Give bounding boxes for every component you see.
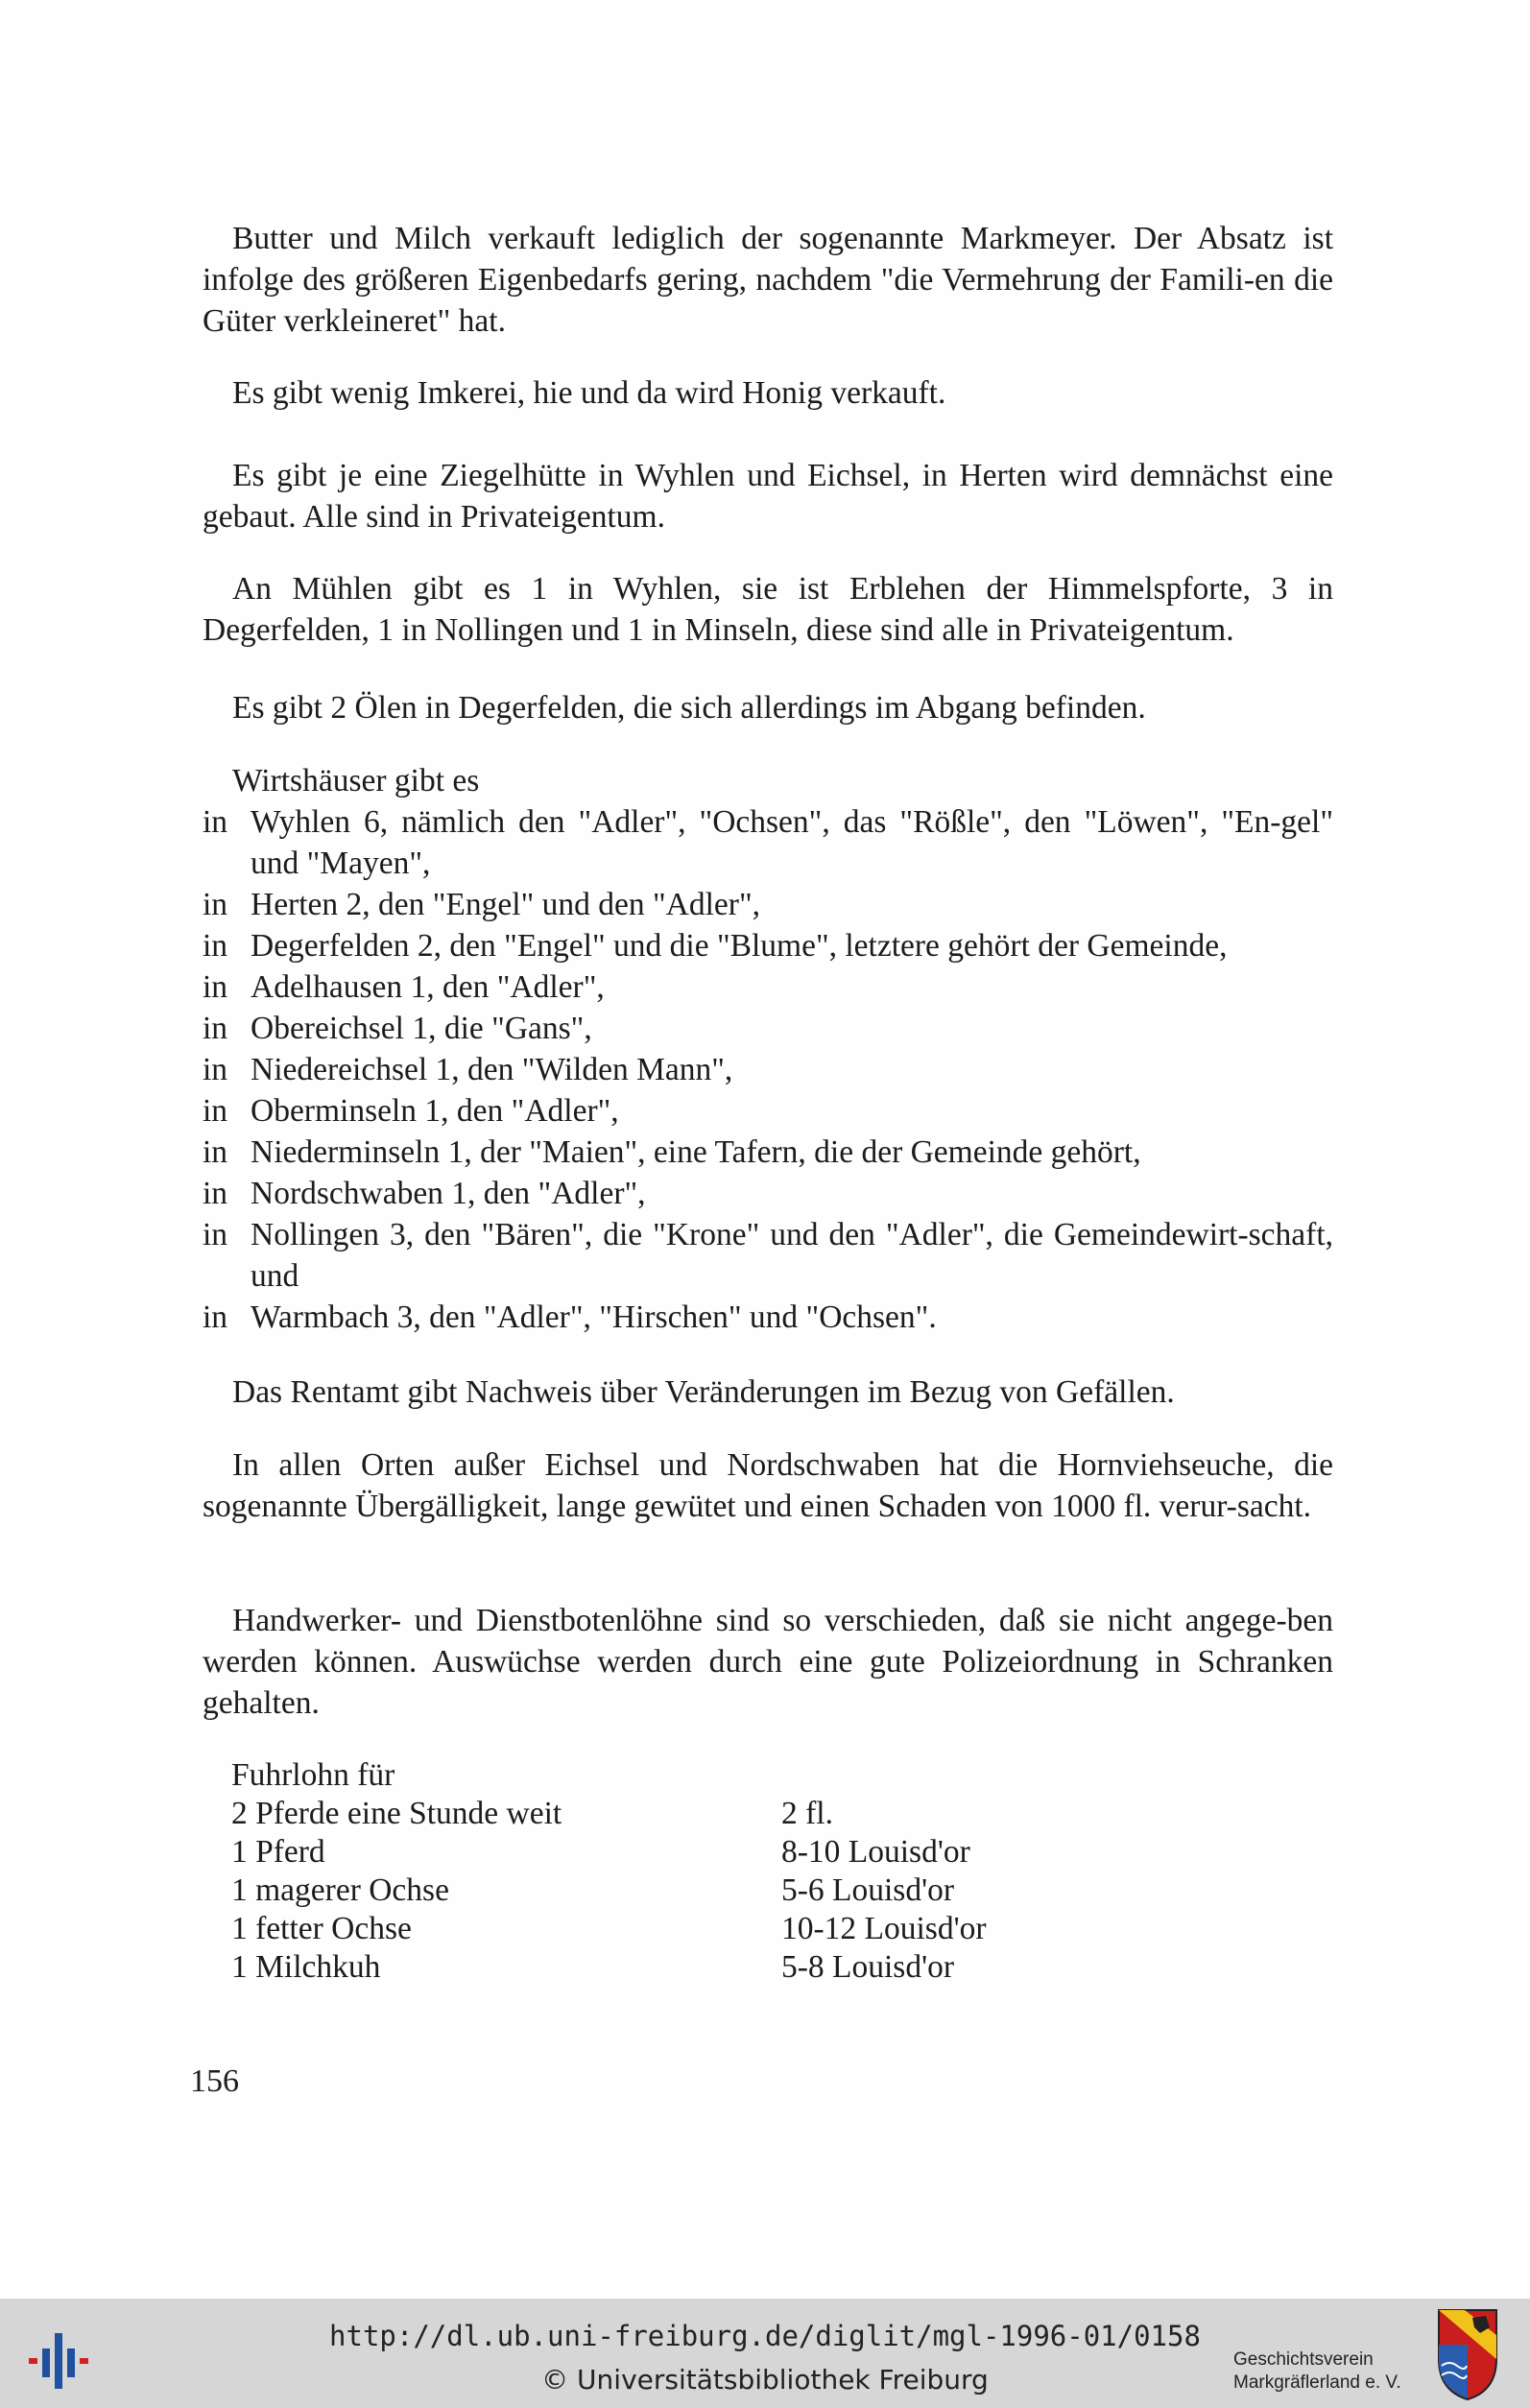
table-cell-price: 8-10 Louisd'or (781, 1834, 970, 1870)
list-item-prefix: in (203, 1011, 228, 1046)
list-item (203, 966, 1333, 1008)
list-item-text: Nordschwaben 1, den "Adler", (251, 1176, 646, 1211)
list-item-text: Wyhlen 6, nämlich den "Adler", "Ochsen", das "Rößle", den "Löwen", "En-gel" und "Mayen", (251, 804, 1333, 881)
table-cell-price: 5-8 Louisd'or (781, 1949, 955, 1985)
list-item (203, 1132, 1333, 1173)
list-item (203, 1214, 1333, 1297)
table-cell-item: 1 Pferd (231, 1834, 325, 1870)
table-row (231, 1833, 1095, 1872)
paragraph-text: Das Rentamt gibt Nachweis über Veränderungen im Bezug von Gefällen. (232, 1374, 1175, 1410)
paragraph-text: Wirtshäuser gibt es (232, 763, 480, 799)
table-cell-item: 1 fetter Ochse (231, 1911, 412, 1946)
table-cell-price: 5-6 Louisd'or (781, 1872, 955, 1908)
list-item-text: Degerfelden 2, den "Engel" und die "Blume", letztere gehört der Gemeinde, (251, 928, 1228, 964)
list-item-text: Obereichsel 1, die "Gans", (251, 1011, 592, 1046)
list-item (203, 1090, 1333, 1132)
list-item-prefix: in (203, 928, 228, 964)
table-cell-item: 2 Pferde eine Stunde weit (231, 1796, 562, 1831)
paragraph-rentamt (203, 1371, 1333, 1413)
paragraph-text: An Mühlen gibt es 1 in Wyhlen, sie ist Erblehen der Himmelspforte, 3 in Degerfelden, 1 in Nollingen und 1 in Minseln, diese sind alle in Privateigentum. (203, 571, 1333, 648)
list-item-prefix: in (203, 1176, 228, 1211)
inn-list-intro (203, 760, 1333, 801)
paragraph-text: Es gibt je eine Ziegelhütte in Wyhlen und Eichsel, in Herten wird demnächst eine gebaut. Alle sind in Privateigentum. (203, 458, 1333, 535)
paragraph-imkerei (203, 372, 1333, 414)
list-item (203, 1297, 1333, 1338)
fuhrlohn-table (231, 1756, 1095, 1987)
table-row (231, 1872, 1095, 1910)
list-item (203, 1173, 1333, 1214)
list-item-text: Warmbach 3, den "Adler", "Hirschen" und "Ochsen". (251, 1299, 937, 1335)
list-item-prefix: in (203, 804, 228, 840)
paragraph-butter-milk (203, 218, 1333, 342)
table-cell-item: 1 Milchkuh (231, 1949, 381, 1985)
paragraph-loehne (203, 1600, 1333, 1724)
table-row (231, 1795, 1095, 1833)
society-name-line1: Geschichtsverein (1233, 2349, 1374, 2370)
paragraph-oelen (203, 687, 1333, 728)
paragraph-text: In allen Orten außer Eichsel und Nordschwaben hat die Hornviehseuche, die sogenannte Übergälligkeit, lange gewütet und einen Schaden von 1000 fl. verur-sacht. (203, 1447, 1333, 1524)
list-item-prefix: in (203, 1052, 228, 1087)
paragraph-text: Es gibt wenig Imkerei, hie und da wird Honig verkauft. (232, 375, 946, 411)
table-cell-price: 2 fl. (781, 1796, 833, 1831)
society-name (1233, 2348, 1401, 2395)
paragraph-text: Es gibt 2 Ölen in Degerfelden, die sich allerdings im Abgang befinden. (232, 690, 1146, 726)
list-item (203, 801, 1333, 884)
list-item-prefix: in (203, 1093, 228, 1129)
footer-copyright: © Universitätsbibliothek Freiburg (541, 2364, 989, 2396)
table-cell-item: 1 magerer Ochse (231, 1872, 449, 1908)
list-item-text: Nollingen 3, den "Bären", die "Krone" und den "Adler", die Gemeindewirt-schaft, und (251, 1217, 1333, 1294)
list-item (203, 925, 1333, 966)
list-item (203, 1008, 1333, 1049)
footer-bar (0, 2299, 1530, 2408)
table-row (231, 1948, 1095, 1987)
list-item-text: Niedereichsel 1, den "Wilden Mann", (251, 1052, 733, 1087)
list-item-prefix: in (203, 1299, 228, 1335)
list-item-text: Adelhausen 1, den "Adler", (251, 969, 605, 1005)
list-item (203, 884, 1333, 925)
coat-of-arms-icon (1436, 2306, 1499, 2402)
paragraph-text: Butter und Milch verkauft lediglich der sogenannte Markmeyer. Der Absatz ist infolge des größeren Eigenbedarfs gering, nachdem "die Vermehrung der Famili-en die Güter verkleineret" hat. (203, 221, 1333, 339)
paragraph-muehlen (203, 568, 1333, 651)
fuhrlohn-heading: Fuhrlohn für (231, 1757, 395, 1793)
table-row (231, 1910, 1095, 1948)
paragraph-text: Handwerker- und Dienstbotenlöhne sind so verschieden, daß sie nicht angege-ben werden können. Auswüchse werden durch eine gute Polizeiordnung in Schranken gehalten. (203, 1603, 1333, 1721)
list-item-text: Oberminseln 1, den "Adler", (251, 1093, 619, 1129)
page-number: 156 (190, 2063, 239, 2099)
list-item-prefix: in (203, 887, 228, 922)
inn-list (203, 801, 1333, 1338)
list-item-prefix: in (203, 1134, 228, 1170)
list-item-prefix: in (203, 1217, 228, 1252)
paragraph-hornviehseuche (203, 1444, 1333, 1527)
list-item-text: Herten 2, den "Engel" und den "Adler", (251, 887, 760, 922)
list-item (203, 1049, 1333, 1090)
footer-url-link[interactable]: http://dl.ub.uni-freiburg.de/diglit/mgl-1996-01/0158 (329, 2320, 1201, 2352)
list-item-text: Niederminseln 1, der "Maien", eine Tafern, die der Gemeinde gehört, (251, 1134, 1141, 1170)
society-name-line2: Markgräflerland e. V. (1233, 2372, 1401, 2393)
table-cell-price: 10-12 Louisd'or (781, 1911, 987, 1946)
paragraph-ziegelhuette (203, 455, 1333, 537)
list-item-prefix: in (203, 969, 228, 1005)
